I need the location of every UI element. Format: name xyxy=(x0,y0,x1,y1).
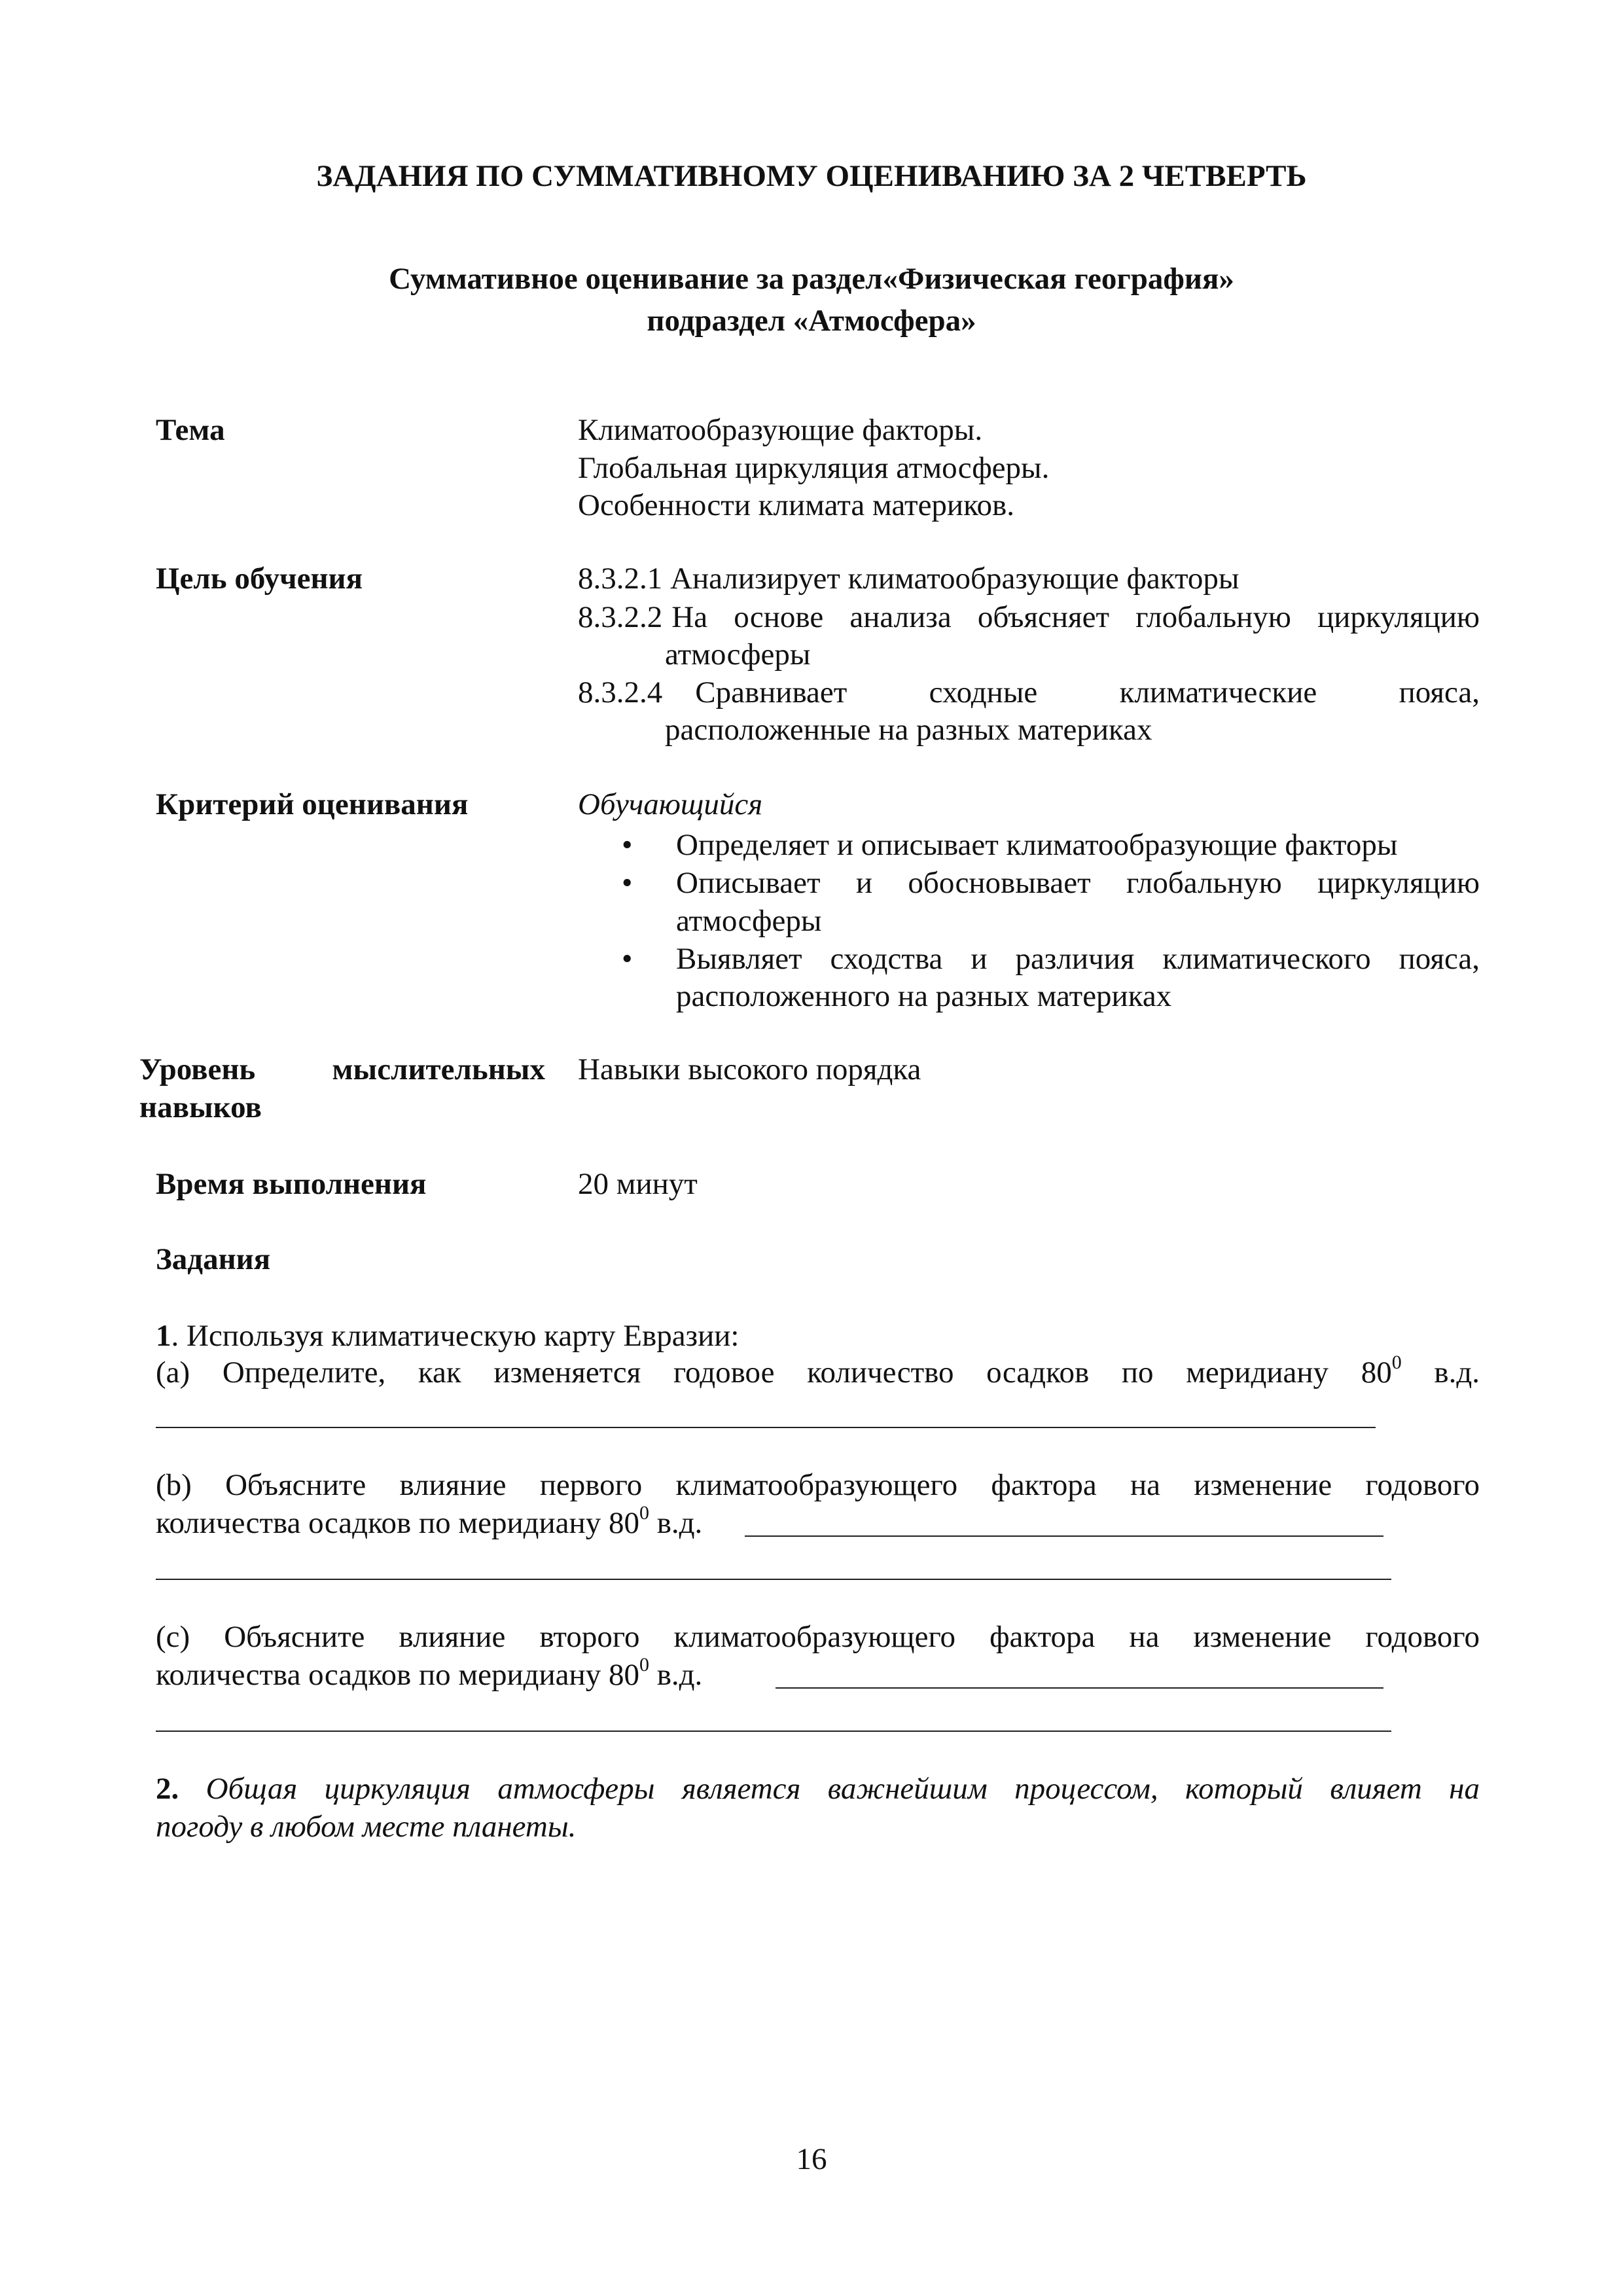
goal-code: 8.3.2.1 xyxy=(578,562,663,596)
task1c-text: количества осадков по меридиану 80 xyxy=(156,1658,639,1692)
task1c-end: в.д. xyxy=(649,1658,703,1692)
level-value: Навыки высокого порядка xyxy=(578,1052,921,1086)
goal-text-cont: расположенные на разных материках xyxy=(665,713,1152,747)
subsection-subtitle: подраздел «Атмосфера» xyxy=(647,304,976,338)
task1b-question: (b) Объясните влияние первого климатообразующего фактора на изменение годового xyxy=(156,1468,1480,1502)
task1a-end: в.д. xyxy=(1401,1355,1480,1390)
goal-text-cont: атмосферы xyxy=(665,637,811,672)
time-label: Время выполнения xyxy=(156,1167,427,1201)
task1c-question: (c) Объясните влияние второго климатообразующего фактора на изменение годового xyxy=(156,1620,1480,1654)
task-number: 2. xyxy=(156,1772,179,1806)
topic-line: Глобальная циркуляция атмосферы. xyxy=(578,451,1050,485)
bullet-icon: • xyxy=(622,942,633,976)
criteria-item xyxy=(622,826,1480,864)
task1c-question-cont xyxy=(156,1656,702,1694)
answer-line[interactable] xyxy=(745,1535,1383,1537)
page-number: 16 xyxy=(796,2142,827,2176)
goal-item xyxy=(578,673,1480,711)
criteria-item xyxy=(622,940,1480,978)
criteria-label: Критерий оценивания xyxy=(156,787,469,821)
answer-line[interactable] xyxy=(156,1731,1391,1732)
goal-text: На основе анализа объясняет глобальную циркуляцию xyxy=(671,600,1480,634)
task1b-question-cont xyxy=(156,1504,702,1542)
task1b-text: количества осадков по меридиану 80 xyxy=(156,1506,639,1540)
task1-intro xyxy=(156,1317,740,1355)
bullet-icon: • xyxy=(622,828,633,862)
tasks-heading: Задания xyxy=(156,1242,271,1276)
criteria-intro: Обучающийся xyxy=(578,787,763,821)
bullet-icon: • xyxy=(622,866,633,900)
task2-text-cont: погоду в любом месте планеты. xyxy=(156,1810,577,1844)
task-intro-text: . Используя климатическую карту Евразии: xyxy=(171,1319,740,1353)
degree-sup: 0 xyxy=(639,1502,649,1524)
goal-code: 8.3.2.4 xyxy=(578,675,663,709)
level-label xyxy=(139,1050,545,1088)
degree-sup: 0 xyxy=(639,1654,649,1676)
answer-line[interactable] xyxy=(156,1579,1391,1580)
answer-line[interactable] xyxy=(776,1687,1383,1689)
goal-text: Сравнивает сходные климатические пояса, xyxy=(695,675,1480,709)
level-label-cont: навыков xyxy=(139,1090,262,1124)
task1a-text: (a) Определите, как изменяется годовое количество осадков по меридиану 80 xyxy=(156,1355,1392,1390)
goal-code: 8.3.2.2 xyxy=(578,600,663,634)
topic-line: Климатообразующие факторы. xyxy=(578,413,983,447)
goal-text: Анализирует климатообразующие факторы xyxy=(670,562,1240,596)
main-title: ЗАДАНИЯ ПО СУММАТИВНОМУ ОЦЕНИВАНИЮ ЗА 2 ЧЕТВЕРТЬ xyxy=(316,159,1307,193)
criteria-text-cont: атмосферы xyxy=(676,904,822,938)
topic-line: Особенности климата материков. xyxy=(578,488,1014,522)
criteria-text: Описывает и обосновывает глобальную циркуляцию xyxy=(676,866,1480,900)
task1b-end: в.д. xyxy=(649,1506,703,1540)
task2-line: Общая циркуляция атмосферы является важнейшим процессом, который влияет на xyxy=(179,1772,1480,1806)
level-label-part: Уровень xyxy=(139,1052,256,1086)
topic-label: Тема xyxy=(156,413,225,447)
time-value: 20 минут xyxy=(578,1167,698,1201)
criteria-text: Выявляет сходства и различия климатического пояса, xyxy=(676,942,1480,976)
answer-line[interactable] xyxy=(156,1427,1376,1428)
level-label-part: мыслительных xyxy=(332,1052,545,1086)
task2-text xyxy=(156,1770,1480,1808)
task-number: 1 xyxy=(156,1319,171,1353)
task1a-question xyxy=(156,1354,1480,1391)
goal-label: Цель обучения xyxy=(156,562,363,596)
section-subtitle: Суммативное оценивание за раздел«Физическая география» xyxy=(389,262,1234,296)
degree-sup: 0 xyxy=(1391,1352,1402,1374)
criteria-item xyxy=(622,864,1480,902)
criteria-text: Определяет и описывает климатообразующие факторы xyxy=(676,828,1398,862)
goal-item xyxy=(578,598,1480,636)
goal-item xyxy=(578,560,1480,598)
criteria-text-cont: расположенного на разных материках xyxy=(676,979,1172,1013)
